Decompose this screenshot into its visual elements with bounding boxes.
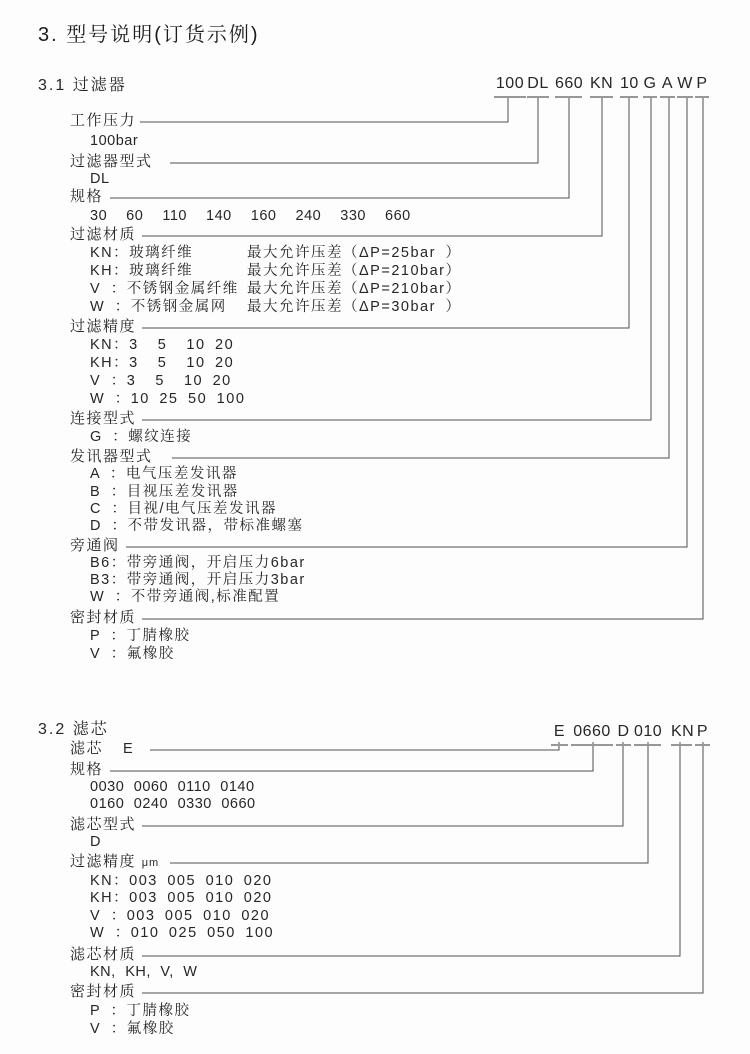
media-note: 最大允许压差（ΔP=210bar） — [247, 263, 462, 279]
element-rating-label-text: 过滤精度 — [70, 853, 137, 870]
seal-label: 密封材质 — [70, 609, 137, 626]
code-segment: P — [695, 75, 709, 98]
element-rating-row: V ：003 005 010 020 — [90, 908, 271, 924]
rating-row: V ：3 5 10 20 — [90, 373, 232, 389]
code-segment: P — [695, 723, 710, 746]
rating-row: KH：3 5 10 20 — [90, 355, 235, 371]
media-row: V ：不锈钢金属纤维 — [90, 281, 239, 297]
media-note: 最大允许压差（ΔP=30bar ） — [247, 299, 462, 315]
code-segment: KN — [671, 723, 692, 746]
media-row: KH：玻璃纤维 — [90, 263, 194, 279]
media-row: KN：玻璃纤维 — [90, 245, 194, 261]
rating-row: W ：10 25 50 100 — [90, 391, 246, 407]
element-seal-row: P ：丁腈橡胶 — [90, 1003, 191, 1019]
working-pressure-label: 工作压力 — [70, 112, 137, 129]
element-size-label: 规格 — [70, 761, 104, 778]
code-segment: 660 — [555, 75, 582, 98]
element-type-row: D — [90, 834, 101, 850]
seal-row: P ：丁腈橡胶 — [90, 628, 191, 644]
element-label: 滤芯 — [70, 740, 104, 757]
filter-type-value: DL — [90, 171, 110, 187]
bypass-row: W ：不带旁通阀,标准配置 — [90, 589, 281, 605]
element-material-row: KN, KH, V, W — [90, 964, 198, 980]
indicator-row: C ：目视/电气压差发讯器 — [90, 501, 278, 517]
code-segment: A — [660, 75, 675, 98]
connection-label: 连接型式 — [70, 410, 137, 427]
size-label: 规格 — [70, 188, 104, 205]
indicator-label: 发讯器型式 — [70, 448, 153, 465]
connection-row: G ：螺纹连接 — [90, 429, 193, 445]
rating-label: 过滤精度 — [70, 318, 137, 335]
code-segment: W — [677, 75, 693, 98]
section-3-2-heading: 3.2 滤芯 — [38, 721, 109, 738]
working-pressure-value: 100bar — [90, 133, 139, 149]
indicator-row: D ：不带发讯器，带标准螺塞 — [90, 518, 304, 534]
element-size-row: 0030 0060 0110 0140 — [90, 779, 255, 795]
code-segment: 10 — [620, 75, 638, 98]
code-segment: KN — [590, 75, 613, 98]
media-note: 最大允许压差（ΔP=25bar ） — [247, 245, 462, 261]
media-row: W ：不锈钢金属网 — [90, 299, 227, 315]
indicator-row: B ：目视压差发讯器 — [90, 484, 239, 500]
element-material-label: 滤芯材质 — [70, 946, 137, 963]
element-type-label: 滤芯型式 — [70, 816, 137, 833]
code-segment: 0660 — [571, 723, 613, 746]
element-rating-label — [70, 854, 159, 871]
size-values: 30 60 110 140 160 240 330 660 — [90, 208, 411, 224]
element-size-row: 0160 0240 0330 0660 — [90, 796, 256, 812]
media-label: 过滤材质 — [70, 226, 137, 243]
bypass-row: B6：带旁通阀，开启压力6bar — [90, 555, 306, 571]
filter-type-label: 过滤器型式 — [70, 153, 153, 170]
indicator-row: A ：电气压差发讯器 — [90, 466, 238, 482]
element-seal-label: 密封材质 — [70, 983, 137, 1000]
element-rating-row: W ：010 025 050 100 — [90, 925, 275, 941]
media-note: 最大允许压差（ΔP=210bar） — [247, 281, 462, 297]
code-segment: 010 — [634, 723, 661, 746]
element-seal-row: V ：氟橡胶 — [90, 1021, 175, 1037]
element-value: E — [123, 741, 134, 757]
section-3-1-heading: 3.1 过滤器 — [38, 77, 127, 94]
element-rating-row: KN：003 005 010 020 — [90, 873, 273, 889]
code-segment: D — [616, 723, 631, 746]
micron-unit: μm — [141, 857, 160, 869]
seal-row: V ：氟橡胶 — [90, 646, 175, 662]
bypass-label: 旁通阀 — [70, 537, 120, 554]
code-segment: DL — [527, 75, 549, 98]
page-title: 3. 型号说明(订货示例) — [38, 24, 260, 46]
code-segment: 100 — [494, 75, 526, 98]
code-segment: E — [551, 723, 568, 746]
bypass-row: B3：带旁通阀，开启压力3bar — [90, 572, 306, 588]
code-segment: G — [643, 75, 657, 98]
rating-row: KN：3 5 10 20 — [90, 337, 235, 353]
element-rating-row: KH：003 005 010 020 — [90, 890, 273, 906]
